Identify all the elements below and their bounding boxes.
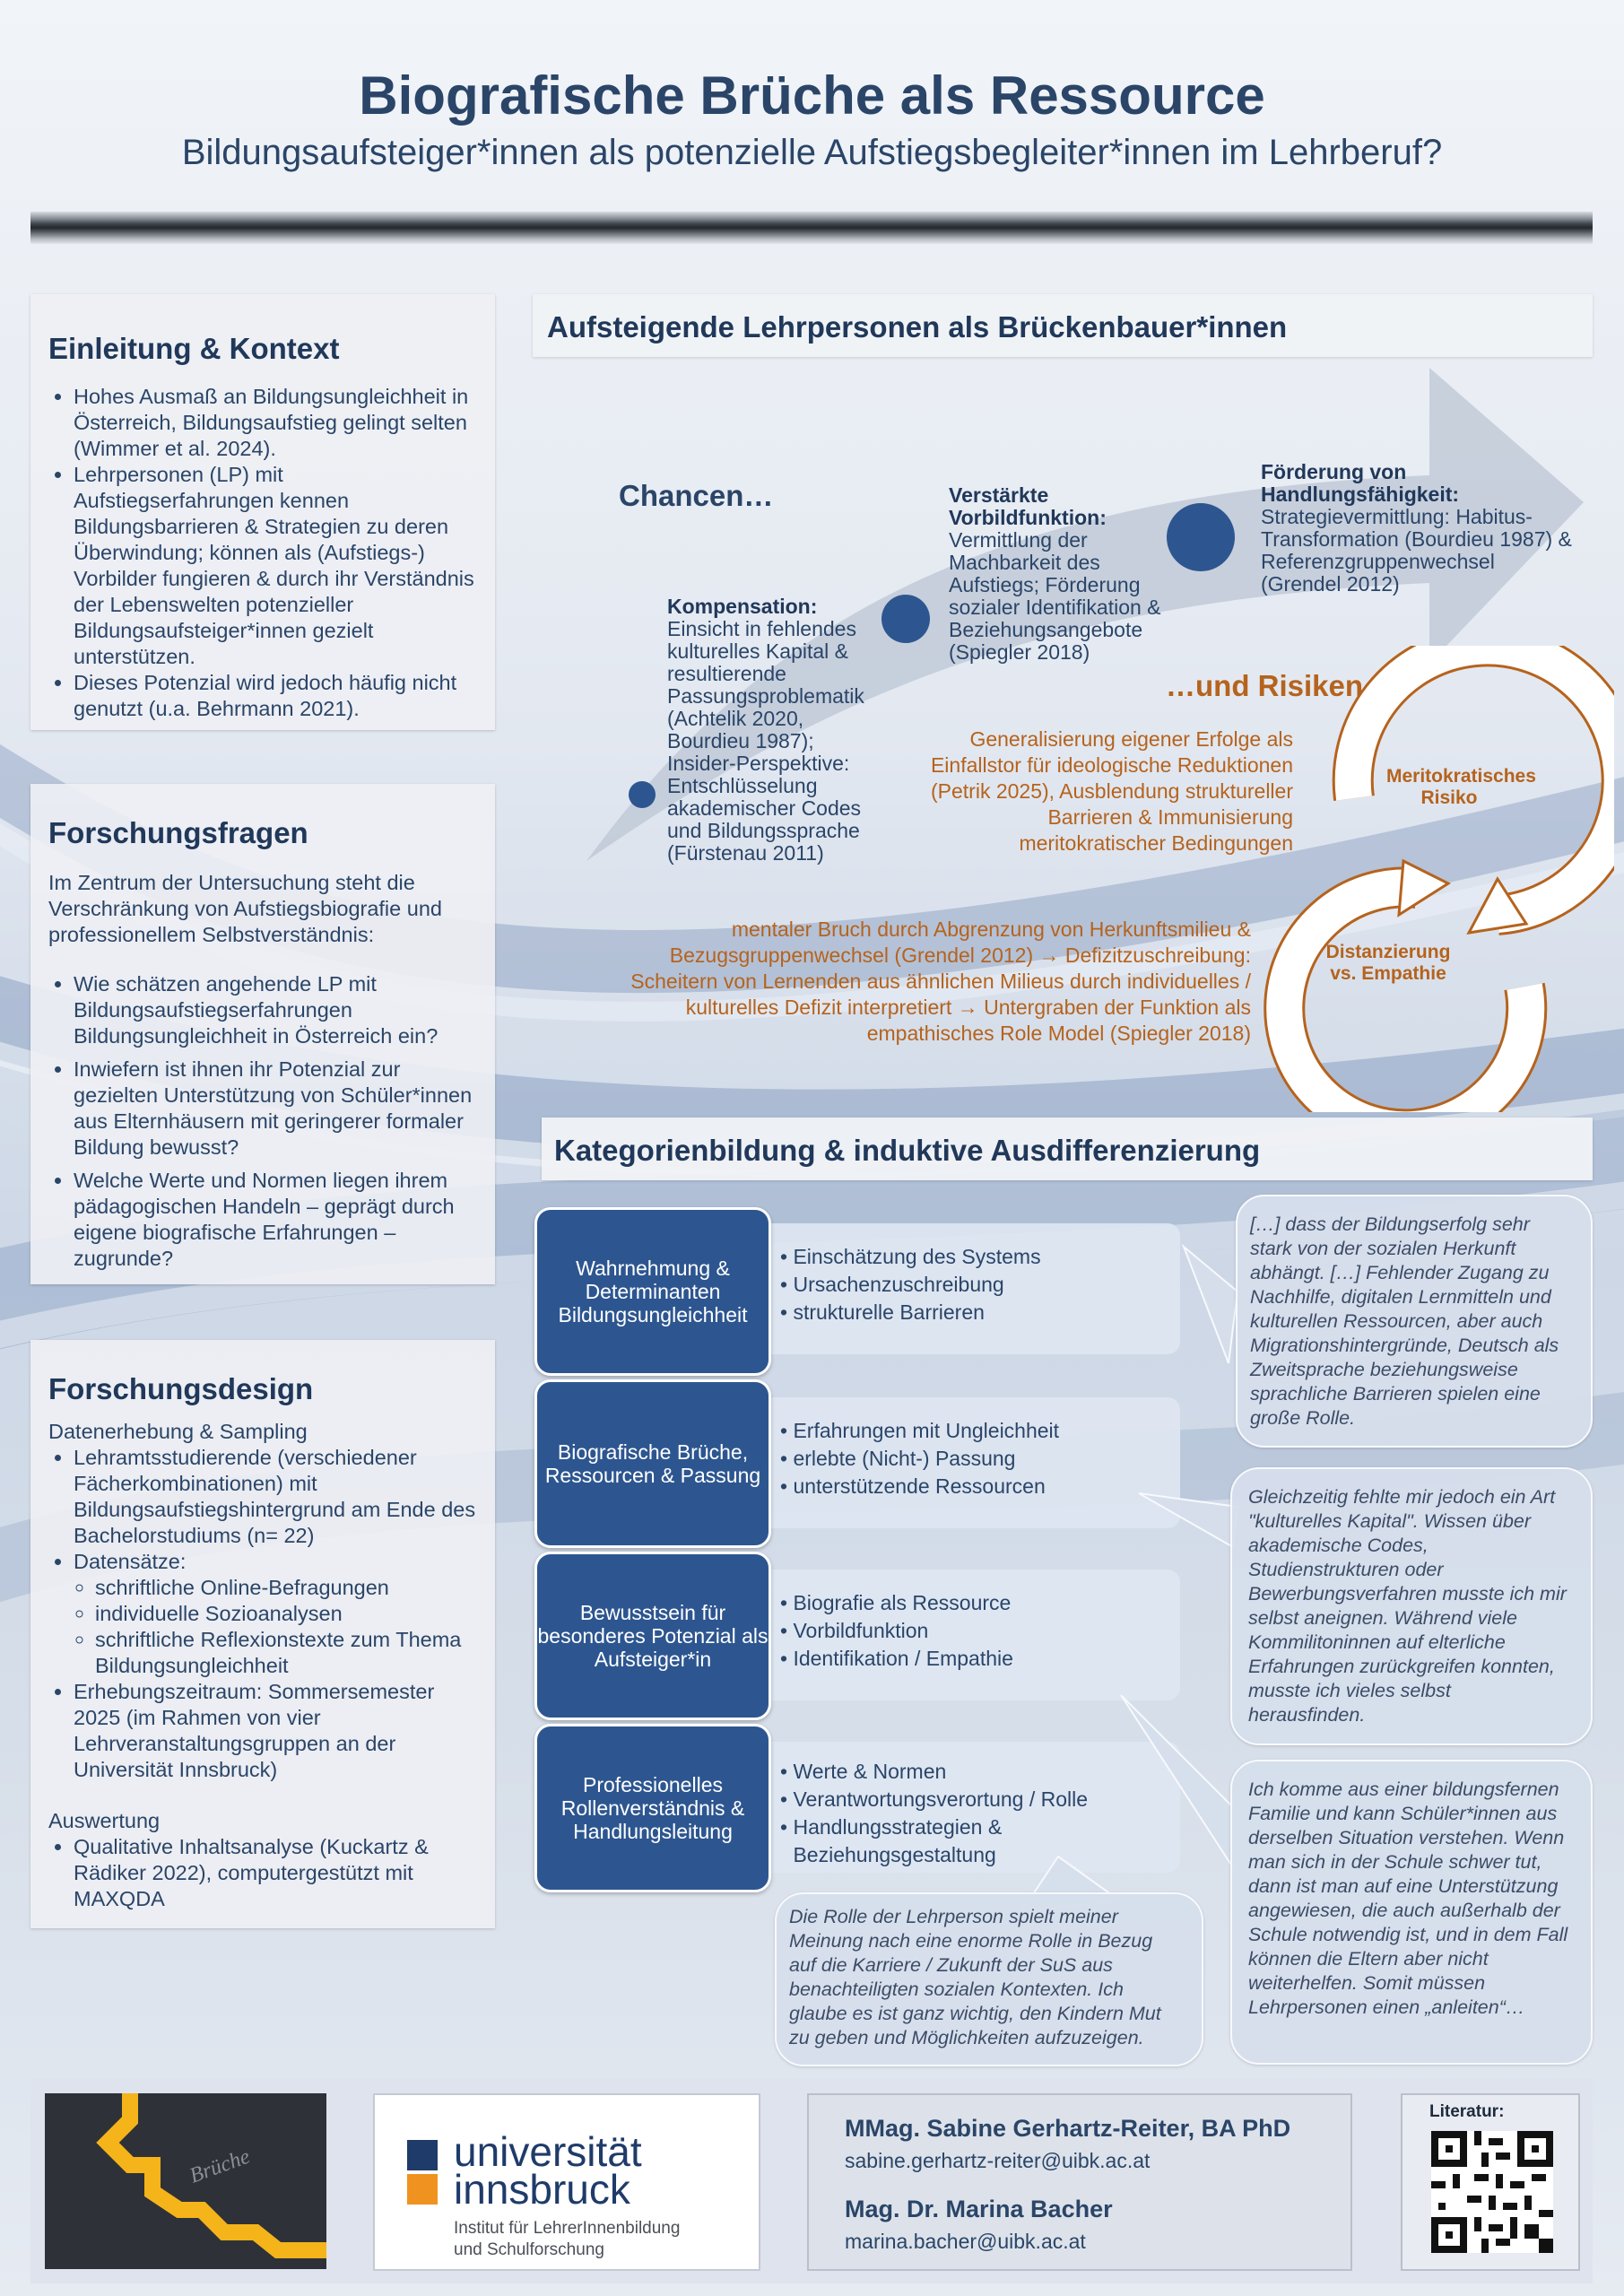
- quote-text: Ich komme aus einer bildungsfernen Familie und kann Schüler*innen aus derselben Situation verstehen. Wenn man sich in der Schule schwer tut, dann ist man auf eine Unterstützung angewiesen, die auch außerhalb der Schule notwendig ist, und in dem Fall können die Eltern aber nicht weiterhelfen. Somit müssen Lehrpersonen einen „anleiten“…: [1248, 1779, 1568, 2018]
- design-datasets-label: Datensätze:: [74, 1550, 187, 1573]
- chance-kompensation: [667, 596, 882, 865]
- design-dataset-item: ◦ individuelle Sozioanalysen: [95, 1601, 477, 1627]
- category-point: • erlebte (Nicht-) Passung: [780, 1445, 1180, 1473]
- quote-text: […] dass der Bildungserfolg sehr stark von der sozialen Herkunft abhängt. […] Fehlender Zugang zu Nachhilfe, digitalen Lernmitteln und kulturellen Ressourcen, aber auch Migrationshintergründe, Deutsch als Zweitsprache beziehungsweise sprachliche Barrieren spielen eine große Rolle.: [1250, 1213, 1559, 1429]
- design-analysis-list: [48, 1834, 477, 1912]
- qr-code-icon[interactable]: [1431, 2131, 1553, 2253]
- risks-title: …und Risiken: [1166, 669, 1364, 702]
- poster-title: Biografische Brüche als Ressource: [359, 65, 1265, 126]
- quote-bubble-2: [1230, 1467, 1593, 1745]
- uni-name-line2: innsbruck: [454, 2166, 630, 2213]
- chance-foerderung-title: Förderung von Handlungsfähigkeit:: [1261, 460, 1460, 506]
- quote-bubble-4: [775, 1892, 1203, 2066]
- quote-bubble-1: [1236, 1195, 1593, 1448]
- questions-lead: Im Zentrum der Untersuchung steht die Verschränkung von Aufstiegsbiografie und professionellem Selbstverständnis:: [48, 871, 442, 946]
- footer: [30, 2079, 1593, 2283]
- cycle-label-distance: Distanzierung vs. Empathie: [1325, 942, 1451, 984]
- chance-vorbild-text: Vermittlung der Machbarkeit des Aufstiegs; Förderung sozialer Identifikation & Beziehungsangebote (Spiegler 2018): [949, 528, 1161, 664]
- design-panel: [30, 1340, 495, 1928]
- uni-logo-square-navy: [407, 2140, 438, 2170]
- intro-heading: Einleitung & Kontext: [48, 332, 340, 365]
- category-point: • Identifikation / Empathie: [780, 1645, 1180, 1673]
- uni-logo-square-orange: [407, 2174, 438, 2205]
- category-box-1: Wahrnehmung & Determinanten Bildungsungleichheit: [534, 1207, 771, 1376]
- category-box-2: Biografische Brüche, Ressourcen & Passung: [534, 1379, 771, 1548]
- category-point: • Verantwortungsverortung / Rolle: [780, 1786, 1180, 1813]
- design-bullet: • Erhebungszeitraum: Sommersemester 2025 (im Rahmen von vier Lehrveranstaltungsgruppen an der Universität Innsbruck): [74, 1679, 477, 1783]
- categories-heading: Kategorienbildung & induktive Ausdifferenzierung: [554, 1134, 1261, 1167]
- category-point: • Biografie als Ressource: [780, 1589, 1180, 1617]
- contact-box: [807, 2093, 1352, 2271]
- category-point: • Einschätzung des Systems: [780, 1243, 1180, 1271]
- category-point: • Ursachenzuschreibung: [780, 1271, 1180, 1299]
- question-bullet: • Welche Werte und Normen liegen ihrem pädagogischen Handeln – geprägt durch eigene biografische Erfahrungen – zugrunde?: [74, 1168, 477, 1272]
- category-point: • Erfahrungen mit Ungleichheit: [780, 1417, 1180, 1445]
- design-analysis-subheading: Auswertung: [48, 1809, 161, 1832]
- broken-path-logo-graphic: [45, 2093, 326, 2269]
- project-logo: [45, 2093, 326, 2269]
- intro-bullet: • Hohes Ausmaß an Bildungsungleichheit in Österreich, Bildungsaufstieg gelingt selten (Wimmer et al. 2024).: [74, 384, 477, 462]
- categories-header: [542, 1118, 1593, 1180]
- design-bullet: • Lehramtsstudierende (verschiedener Fächerkombinationen) mit Bildungsaufstiegshintergrund am Ende des Bachelorstudiums (n= 22): [74, 1445, 477, 1549]
- quote-text: Gleichzeitig fehlte mir jedoch ein Art "kulturelles Kapital". Wissen über akademische Codes, Studienstrukturen oder Bewerbungsverfahren musste ich mir selbst aneignen. Während viele Kommilitoninnen auf elterliche Erfahrungen zurückgreifen konnten, musste ich vieles selbst herausfinden.: [1248, 1486, 1567, 1726]
- design-bullet: [74, 1549, 477, 1679]
- author2-name: Mag. Dr. Marina Bacher: [845, 2196, 1113, 2222]
- literature-box: [1401, 2093, 1580, 2271]
- questions-heading: Forschungsfragen: [48, 816, 308, 849]
- design-dataset-list: [74, 1575, 477, 1679]
- institute-line1: Institut für LehrerInnenbildung: [454, 2219, 681, 2238]
- category-point: • Werte & Normen: [780, 1758, 1180, 1786]
- bridge-header: [533, 294, 1593, 357]
- design-heading: Forschungsdesign: [48, 1372, 314, 1405]
- chance-kompensation-title: Kompensation:: [667, 595, 818, 618]
- chance-foerderung-text: Strategievermittlung: Habitus-Transformation (Bourdieu 1987) & Referenzgruppenwechsel (Grendel 2012): [1261, 505, 1572, 596]
- category-point: • strukturelle Barrieren: [780, 1299, 1180, 1326]
- question-bullet: • Inwiefern ist ihnen ihr Potenzial zur gezielten Unterstützung von Schüler*innen aus Elternhäusern mit geringerer formaler Bildung bewusst?: [74, 1057, 477, 1161]
- intro-bullet: • Lehrpersonen (LP) mit Aufstiegserfahrungen kennen Bildungsbarrieren & Strategien zu deren Überwindung; können als (Aufstiegs-) Vorbilder fungieren & durch ihr Verständnis der Lebenswelten potenzieller Bildungsaufsteiger*innen gezielt unterstützen.: [74, 462, 477, 670]
- chance-dot-small: [628, 780, 656, 809]
- cycle-label-meritocratic: Meritokratisches Risiko: [1386, 766, 1536, 808]
- intro-list: [48, 384, 477, 722]
- poster-subtitle: Bildungsaufsteiger*innen als potenzielle Aufstiegsbegleiter*innen im Lehrberuf?: [181, 133, 1443, 172]
- university-logo: [373, 2093, 760, 2271]
- category-point: • Vorbildfunktion: [780, 1617, 1180, 1645]
- chance-vorbild-title: Verstärkte Vorbildfunktion:: [949, 483, 1107, 529]
- intro-panel: [30, 294, 495, 730]
- risk-distance-text: mentaler Bruch durch Abgrenzung von Herkunftsmilieu & Bezugsgruppenwechsel (Grendel 2012) → Defizitzuschreibung: Scheitern von Lernenden aus ähnlichen Milieus durch individuelles / kulturelles Defizit interpretiert → Untergraben der Funktion als empathisches Role Model (Spiegler 2018): [630, 918, 1251, 1045]
- category-point: • unterstützende Ressourcen: [780, 1473, 1180, 1500]
- chance-kompensation-text: Einsicht in fehlendes kulturelles Kapital & resultierende Passungsproblematik (Achtelik 2020, Bourdieu 1987); Insider-Perspektive: Entschlüsselung akademischer Codes und Bildungssprache (Fürstenau 2011): [667, 617, 864, 865]
- chance-vorbild: [949, 484, 1182, 664]
- risk-cycle-arrows: [1255, 646, 1614, 1112]
- logo-word: Brüche: [187, 2144, 254, 2188]
- literature-label: Literatur:: [1429, 2102, 1505, 2121]
- category-point-text: Handlungsstrategien & Beziehungsgestaltung: [793, 1815, 1003, 1866]
- category-box-4: Professionelles Rollenverständnis & Handlungsleitung: [534, 1724, 771, 1892]
- design-sampling-subheading: Datenerhebung & Sampling: [48, 1420, 308, 1443]
- header-divider: [30, 212, 1593, 244]
- risk-meritocratic-text: Generalisierung eigener Erfolge als Einfallstor für ideologische Reduktionen (Petrik 2025), Ausblendung struktureller Barrieren & Immunisierung meritokratischer Bedingungen: [930, 727, 1293, 855]
- questions-list: [48, 971, 477, 1272]
- design-bullet: • Qualitative Inhaltsanalyse (Kuckartz & Rädiker 2022), computergestützt mit MAXQDA: [74, 1834, 477, 1912]
- author1-name: MMag. Sabine Gerhartz-Reiter, BA PhD: [845, 2115, 1291, 2142]
- design-dataset-item: ◦ schriftliche Reflexionstexte zum Thema Bildungsungleichheit: [95, 1627, 477, 1679]
- author2-email[interactable]: marina.bacher@uibk.ac.at: [845, 2230, 1086, 2253]
- chances-title: Chancen…: [619, 479, 774, 512]
- bridge-heading: Aufsteigende Lehrpersonen als Brückenbauer*innen: [547, 310, 1288, 344]
- uni-name-line1: universität: [454, 2128, 642, 2175]
- quote-text: Die Rolle der Lehrperson spielt meiner Meinung nach eine enorme Rolle in Bezug auf die Karriere / Zukunft der SuS aus benachteiligten sozialen Kontexten. Ich glaube es ist ganz wichtig, den Kindern Mut zu geben und Möglichkeiten aufzuzeigen.: [789, 1906, 1161, 2048]
- question-bullet: • Wie schätzen angehende LP mit Bildungsaufstiegserfahrungen Bildungsungleichheit in Österreich ein?: [74, 971, 477, 1049]
- design-list: [48, 1445, 477, 1783]
- intro-bullet: • Dieses Potenzial wird jedoch häufig nicht genutzt (u.a. Behrmann 2021).: [74, 670, 477, 722]
- design-dataset-item: ◦ schriftliche Online-Befragungen: [95, 1575, 477, 1601]
- category-box-3: Bewusstsein für besonderes Potenzial als Aufsteiger*in: [534, 1552, 771, 1720]
- quote-bubble-3: [1230, 1760, 1593, 2065]
- chance-dot-medium: [881, 594, 931, 644]
- questions-panel: [30, 784, 495, 1284]
- institute-line2: und Schulforschung: [454, 2240, 604, 2259]
- chance-foerderung: [1261, 461, 1580, 596]
- author1-email[interactable]: sabine.gerhartz-reiter@uibk.ac.at: [845, 2149, 1151, 2172]
